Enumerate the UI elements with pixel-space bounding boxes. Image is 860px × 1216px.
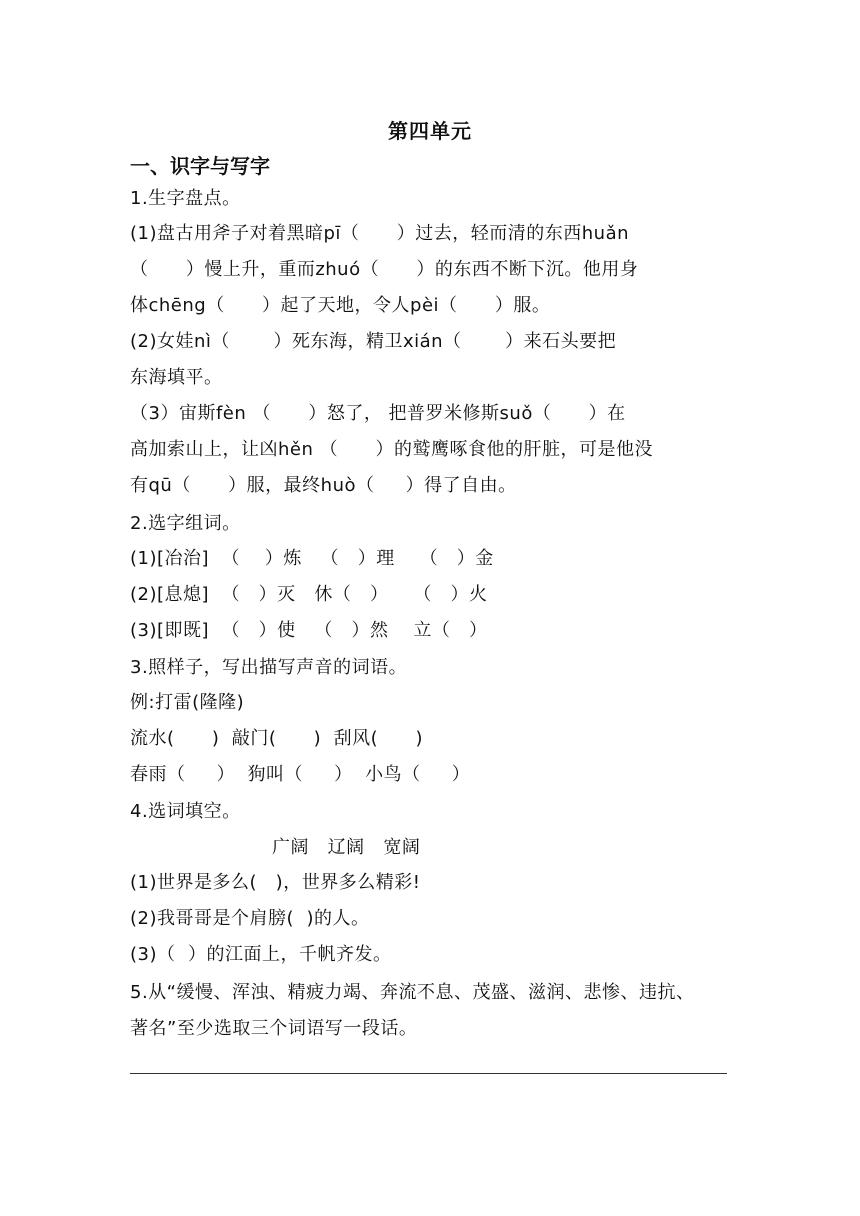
q1-p3-line: 有qū（ ）服，最终huò（ ）得了自由。 <box>130 475 517 496</box>
q4-word-options: 广阔 辽阔 宽阔 <box>272 837 421 858</box>
q1-p2-line: 东海填平。 <box>130 367 223 388</box>
q1-p3-line: （3）宙斯fèn （ ）怒了， 把普罗米修斯suǒ（ ）在 <box>130 403 626 424</box>
q4-row: (2)我哥哥是个肩膀( )的人。 <box>130 908 370 929</box>
q1-p3-line: 高加索山上，让凶hěn （ ）的鹫鹰啄食他的肝脏，可是他没 <box>130 439 653 460</box>
q5-line: 5.从“缓慢、浑浊、精疲力竭、奔流不息、茂盛、滋润、悲惨、违抗、 <box>130 982 695 1003</box>
q1-paragraph-2 <box>130 324 734 396</box>
page-title: 第四单元 <box>388 119 472 143</box>
q2-row: (3)[即既] （ ）使 （ ）然 立（ ） <box>130 620 488 641</box>
q1-p1-line: (1)盘古用斧子对着黑暗pī（ ）过去，轻而清的东西huǎn <box>130 223 630 244</box>
q4-heading: 4.选词填空。 <box>130 801 241 822</box>
q3-heading: 3.照样子，写出描写声音的词语。 <box>130 657 408 678</box>
q1-p1-line: 体chēng（ ）起了天地，令人pèi（ ）服。 <box>130 295 551 316</box>
q1-heading: 1.生字盘点。 <box>130 188 241 209</box>
section-heading: 一、识字与写字 <box>130 154 270 178</box>
q4-row: (3)（ ）的江面上，千帆齐发。 <box>130 944 392 965</box>
q2-heading: 2.选字组词。 <box>130 513 241 534</box>
answer-writing-line <box>130 1073 727 1074</box>
q1-p2-line: (2)女娃nì（ ）死东海，精卫xián（ ）来石头要把 <box>130 331 617 352</box>
q2-row: (2)[息熄] （ ）灭 休（ ） （ ）火 <box>130 584 488 605</box>
q1-paragraph-3 <box>130 396 734 504</box>
q2-row: (1)[冶治] （ ）炼 （ ）理 （ ）金 <box>130 548 494 569</box>
q3-example: 例:打雷(隆隆) <box>130 692 245 713</box>
q1-paragraph-1 <box>130 216 734 324</box>
q3-row: 春雨（ ） 狗叫（ ） 小鸟（ ） <box>130 764 471 785</box>
q5-line: 著名”至少选取三个词语写一段话。 <box>130 1018 418 1039</box>
q3-row: 流水( ) 敲门( ) 刮风( ) <box>130 728 424 749</box>
q4-row: (1)世界是多么( )，世界多么精彩! <box>130 872 421 893</box>
q5-paragraph <box>130 975 734 1047</box>
q1-p1-line: （ ）慢上升，重而zhuó（ ）的东西不断下沉。他用身 <box>130 259 639 280</box>
